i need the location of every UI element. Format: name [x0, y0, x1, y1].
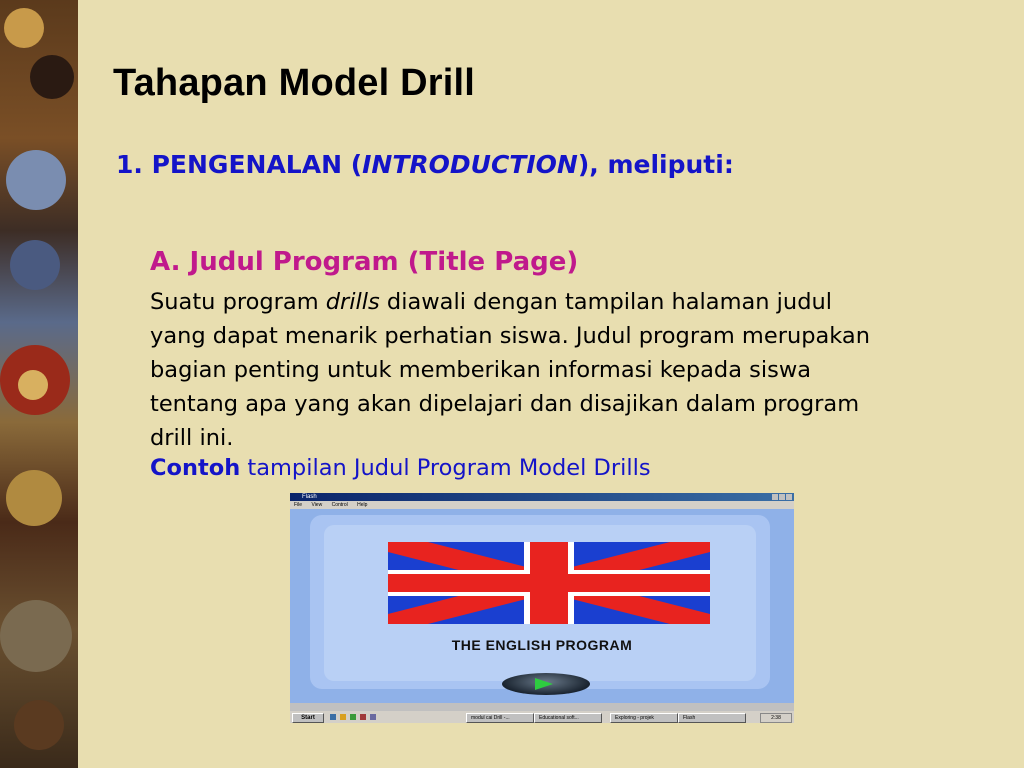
- section-heading: [116, 150, 734, 179]
- section-prefix: 1. PENGENALAN (: [116, 150, 363, 179]
- quicklaunch-icon[interactable]: [340, 714, 346, 720]
- window-title: Flash: [302, 494, 317, 500]
- taskbar-task[interactable]: Exploring - projek: [610, 713, 678, 723]
- flash-canvas: [290, 509, 794, 703]
- body-line: bagian penting untuk memberikan informasi kepada siswa: [150, 357, 812, 383]
- taskbar-task[interactable]: Educational soft...: [534, 713, 602, 723]
- body-text-end: diawali dengan tampilan halaman judul: [379, 289, 832, 315]
- union-jack-flag: [388, 542, 710, 624]
- quicklaunch-icon[interactable]: [330, 714, 336, 720]
- body-line: drill ini.: [150, 425, 234, 451]
- menu-help[interactable]: Help: [357, 502, 368, 508]
- section-suffix: ), meliputi:: [577, 150, 734, 179]
- body-line: tentang apa yang akan dipelajari dan disajikan dalam program: [150, 391, 860, 417]
- window-titlebar: [290, 493, 794, 501]
- body-text-start: Suatu program: [150, 289, 326, 315]
- taskbar: [290, 711, 794, 723]
- slide-title: Tahapan Model Drill: [113, 62, 476, 104]
- play-icon: [535, 678, 553, 690]
- program-title: THE ENGLISH PROGRAM: [451, 637, 633, 653]
- example-caption: [150, 455, 651, 481]
- play-button[interactable]: [502, 673, 590, 695]
- start-button[interactable]: Start: [292, 713, 324, 723]
- program-screenshot: [290, 493, 794, 723]
- menu-file[interactable]: File: [294, 502, 303, 508]
- example-bold: Contoh: [150, 455, 241, 481]
- taskbar-task[interactable]: modul cai Drill -...: [466, 713, 534, 723]
- section-italic: INTRODUCTION: [362, 150, 578, 179]
- decorative-side-strip: [0, 0, 78, 768]
- minimize-icon[interactable]: [772, 494, 778, 500]
- body-text-italic: drills: [325, 289, 380, 315]
- body-paragraph: [150, 285, 970, 455]
- maximize-icon[interactable]: [779, 494, 785, 500]
- example-rest: tampilan Judul Program Model Drills: [240, 455, 651, 481]
- menu-view[interactable]: View: [311, 502, 323, 508]
- quicklaunch-icon[interactable]: [350, 714, 356, 720]
- window-menubar: [290, 501, 794, 509]
- body-line: [150, 285, 970, 319]
- menu-control[interactable]: Control: [331, 502, 348, 508]
- body-line: yang dapat menarik perhatian siswa. Judul program merupakan: [150, 323, 870, 349]
- taskbar-task[interactable]: Flash: [678, 713, 746, 723]
- taskbar-clock: 2:38: [760, 713, 792, 723]
- subheading: A. Judul Program (Title Page): [150, 247, 579, 277]
- close-icon[interactable]: [786, 494, 792, 500]
- quicklaunch-icon[interactable]: [370, 714, 376, 720]
- quicklaunch-icon[interactable]: [360, 714, 366, 720]
